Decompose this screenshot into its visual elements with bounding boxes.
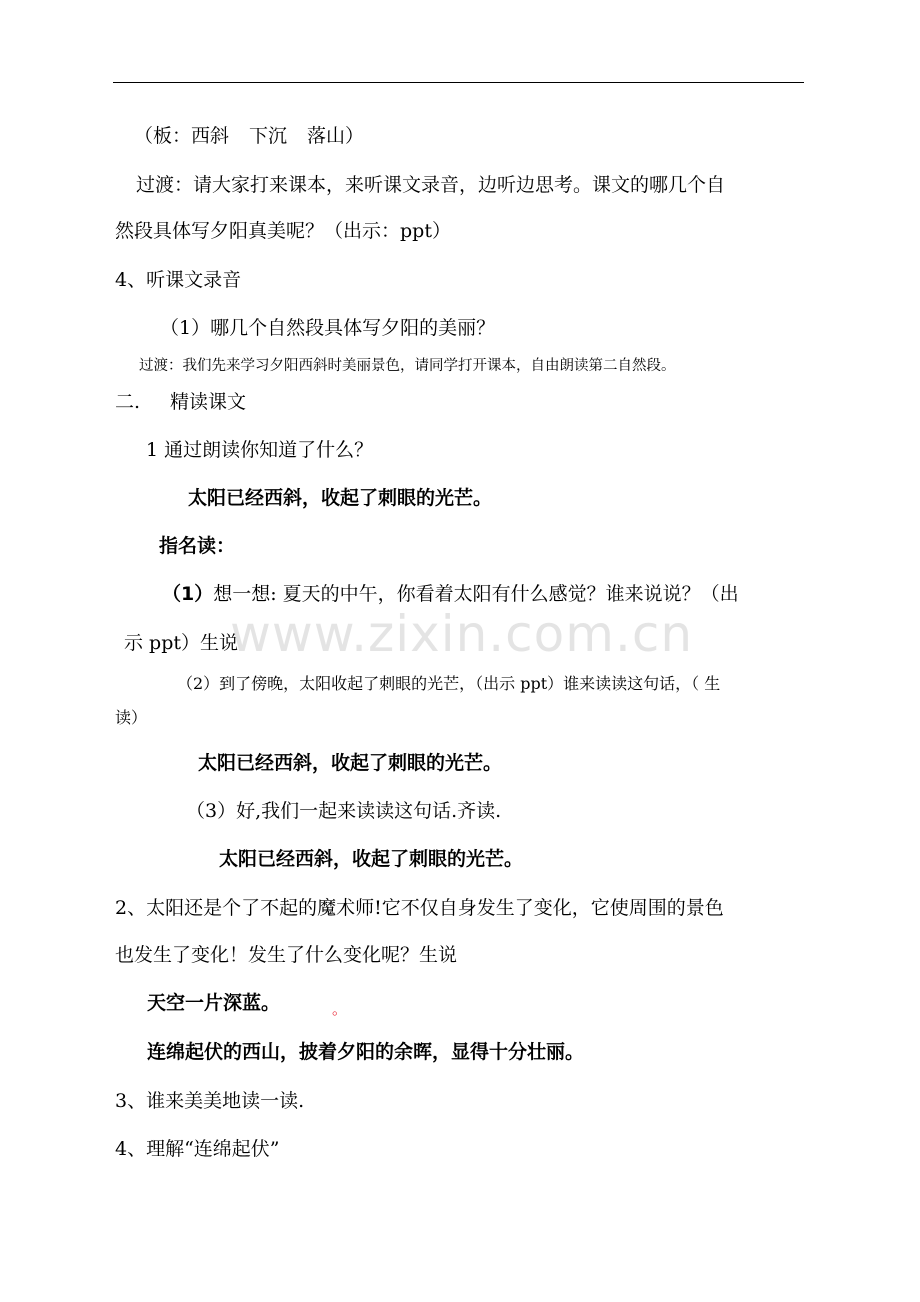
bold-sentence-1: 太阳已经西斜，收起了刺眼的光芒。 bbox=[188, 487, 493, 509]
magician-line-1: 2、太阳还是个了不起的魔术师!它不仅自身发生了变化，它使周围的景色 bbox=[115, 897, 724, 919]
think-number: （1） bbox=[162, 583, 214, 605]
step-listen-recording: 4、听课文录音 bbox=[115, 269, 242, 291]
board-notes bbox=[134, 123, 364, 149]
evening-line-1: （2）到了傍晚，太阳收起了刺眼的光芒，（出示 ppt）谁来读读这句话，（ 生 bbox=[177, 674, 721, 693]
mountains-sentence: 连绵起伏的西山，披着夕阳的余晖，显得十分壮丽。 bbox=[147, 1041, 585, 1063]
red-mark: 。 bbox=[332, 1000, 348, 1018]
think-text: 想一想: 夏天的中午，你看着太阳有什么感觉？谁来说说？（出 bbox=[213, 583, 739, 605]
watermark: www.zixin.com.cn bbox=[230, 605, 694, 663]
evening-line-2: 读） bbox=[115, 708, 148, 727]
magician-line-2: 也发生了变化！发生了什么变化呢？生说 bbox=[115, 944, 458, 966]
named-reading: 指名读： bbox=[159, 535, 236, 557]
transition-line-2: 然段具体写夕阳真美呢？（出示：ppt） bbox=[115, 220, 451, 242]
section-title: 精读课文 bbox=[170, 391, 247, 413]
step-understand: 4、理解“连绵起伏” bbox=[115, 1138, 280, 1160]
transition-line-1: 过渡：请大家打来课本，来听课文录音，边听边思考。课文的哪几个自 bbox=[136, 174, 726, 196]
paragraph-1: 1 通过朗读你知道了什么？ bbox=[146, 439, 374, 461]
bold-sentence-3: 太阳已经西斜，收起了刺眼的光芒。 bbox=[219, 848, 524, 870]
transition-small: 过渡：我们先来学习夕阳西斜时美丽景色，请同学打开课本，自由朗读第二自然段。 bbox=[139, 358, 676, 374]
sky-sentence: 天空一片深蓝。 bbox=[147, 992, 281, 1014]
question-1: （1）哪几个自然段具体写夕阳的美丽？ bbox=[160, 317, 496, 339]
board-word-2: 下沉 bbox=[249, 125, 288, 147]
section-heading bbox=[115, 389, 246, 415]
section-number: 二. bbox=[115, 391, 141, 413]
header-rule bbox=[113, 82, 804, 83]
read-together: （3）好,我们一起来读读这句话.齐读. bbox=[186, 800, 502, 822]
board-word-3: 落山） bbox=[307, 125, 365, 147]
think-line-2: 示 ppt）生说 bbox=[124, 632, 239, 654]
bold-sentence-2: 太阳已经西斜，收起了刺眼的光芒。 bbox=[198, 752, 503, 774]
step-read-beautifully: 3、谁来美美地读一读. bbox=[115, 1090, 305, 1112]
board-word-1: （板：西斜 bbox=[134, 125, 230, 147]
